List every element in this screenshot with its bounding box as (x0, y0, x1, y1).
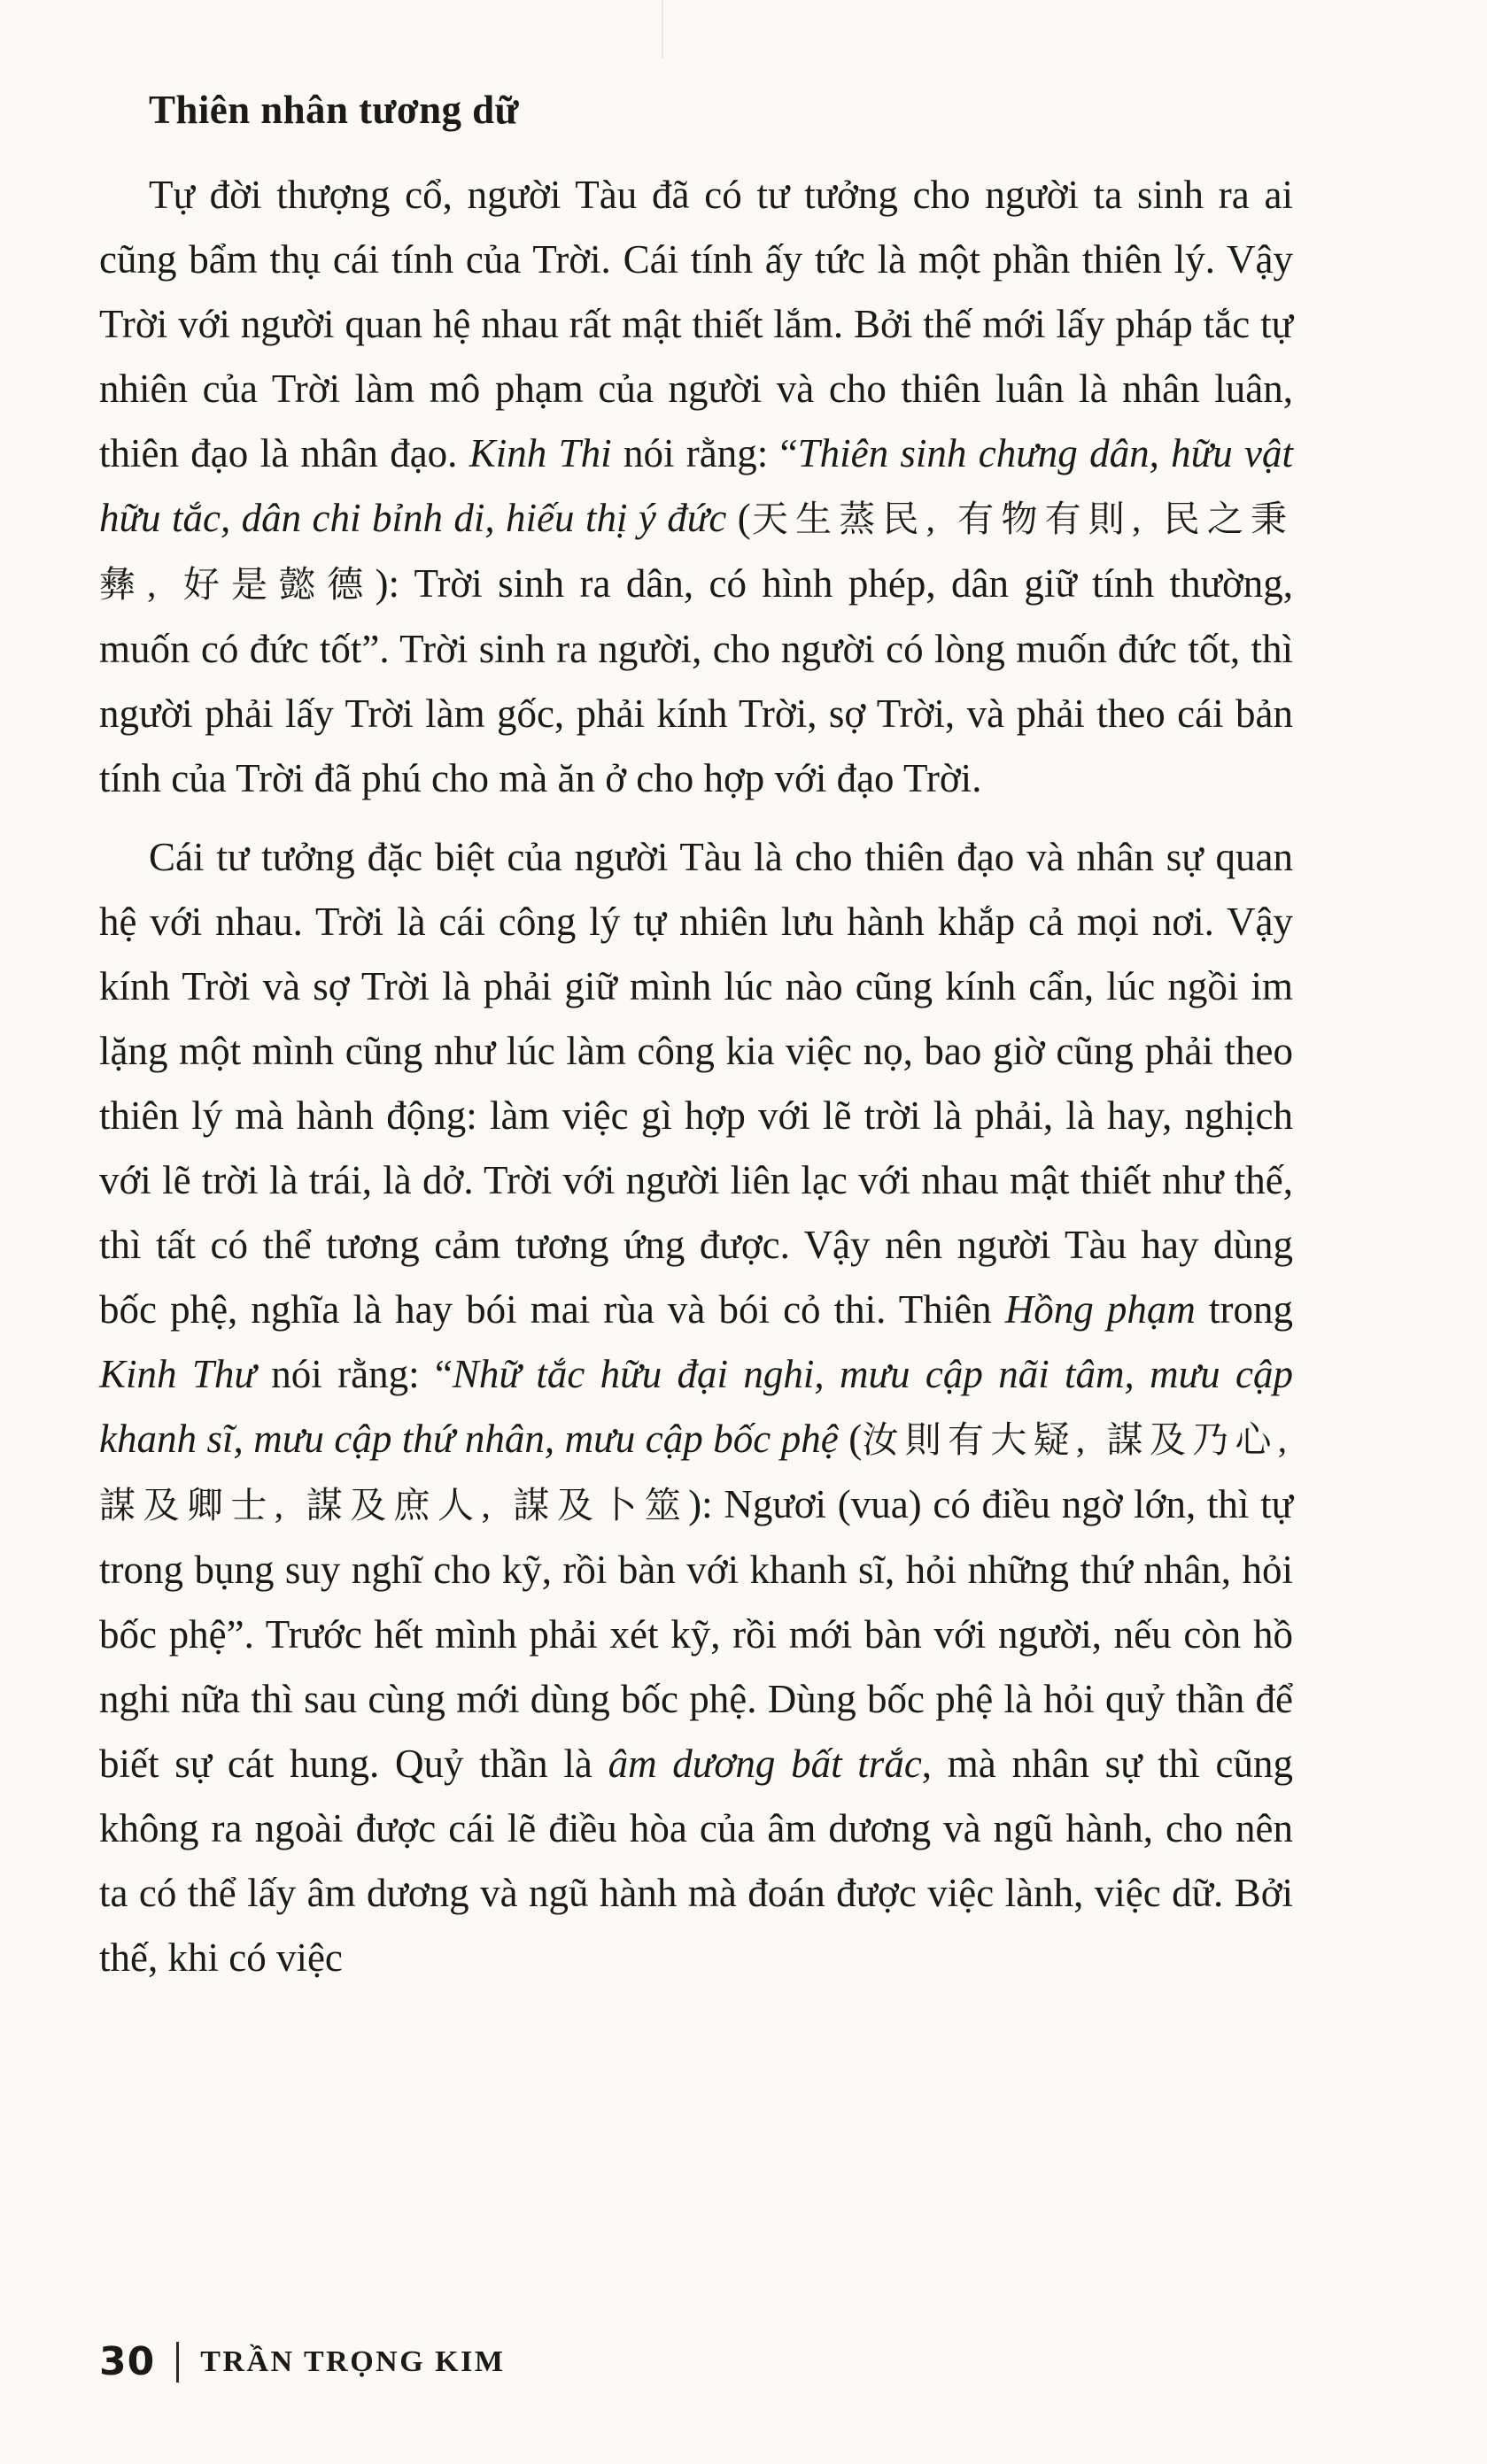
text-run: trong (1195, 1287, 1293, 1332)
text-run: Hồng phạm (1004, 1287, 1196, 1332)
section-heading: Thiên nhân tương dữ (149, 88, 519, 132)
text-run: âm dương bất trắc (608, 1742, 922, 1786)
text-run: Kinh Thi (469, 431, 612, 475)
page-footer (99, 2339, 505, 2384)
text-run: Cái tư tưởng đặc biệt của người Tàu là cho thiên đạo và nhân sự quan hệ với nhau. Trời là cái công lý tự nhiên lưu hành khắp cả mọi nơi. Vậy kính Trời và sợ Trời là phải giữ mình lúc nào cũng kính cẩn, lúc ngồi im lặng một mình cũng như lúc làm công kia việc nọ, bao giờ cũng phải theo thiên lý mà hành động: làm việc gì hợp với lẽ trời là phải, là hay, nghịch với lẽ trời là trái, là dở. Trời với người liên lạc với nhau mật thiết như thế, thì tất có thể tương cảm tương ứng được. Vậy nên người Tàu hay dùng bốc phệ, nghĩa là hay bói mai rùa và bói cỏ thi. Thiên (99, 835, 1293, 1332)
text-run: Thiên sinh chưng dân, hữu vật hữu tắc, dân chi bỉnh di, hiếu thị ý đức (99, 431, 1294, 540)
text-run: ): Trời sinh ra dân, có hình phép, dân giữ tính thường, muốn có đức tốt”. Trời sinh ra người, cho người có lòng muốn đức tốt, thì người phải lấy Trời làm gốc, phải kính Trời, sợ Trời, và phải theo cái bản tính của Trời đã phú cho mà ăn ở cho hợp với đạo Trời. (99, 561, 1294, 800)
text-run: 天生蒸民, 有物有則, 民之秉彝, 好是懿德 (99, 498, 1293, 605)
paragraph-1 (99, 163, 1293, 811)
text-run: , mà nhân sự thì cũng không ra ngoài được cái lẽ điều hòa của âm dương và ngũ hành, cho nên ta có thể lấy âm dương và ngũ hành mà đoán được việc lành, việc dữ. Bởi thế, khi có việc (99, 1742, 1293, 1980)
scan-crease (662, 0, 663, 58)
text-block (99, 87, 1293, 1990)
text-run: Nhữ tắc hữu đại nghi, mưu cập nãi tâm, mưu cập khanh sĩ, mưu cập thứ nhân, mưu cập bốc phệ (99, 1352, 1293, 1461)
footer-divider (176, 2342, 179, 2383)
text-run: Kinh Thư (99, 1352, 256, 1396)
text-run: nói rằng: “ (611, 431, 798, 475)
page-number: 30 (99, 2339, 156, 2384)
text-run: nói rằng: “ (255, 1352, 453, 1396)
text-run: 汝則有大疑, 謀及乃心, 謀及卿士, 謀及庶人, 謀及卜筮 (99, 1419, 1293, 1526)
text-run: ( (838, 1417, 863, 1461)
author-name: TRẦN TRỌNG KIM (200, 2344, 506, 2378)
text-run: ( (726, 496, 751, 540)
text-run: Tự đời thượng cổ, người Tàu đã có tư tưởng cho người ta sinh ra ai cũng bẩm thụ cái tính của Trời. Cái tính ấy tức là một phần thiên lý. Vậy Trời với người quan hệ nhau rất mật thiết lắm. Bởi thế mới lấy pháp tắc tự nhiên của Trời làm mô phạm của người và cho thiên luân là nhân luân, thiên đạo là nhân đạo. (99, 173, 1293, 475)
text-run: ): Ngươi (vua) có điều ngờ lớn, thì tự trong bụng suy nghĩ cho kỹ, rồi bàn với khanh sĩ, hỏi những thứ nhân, hỏi bốc phệ”. Trước hết mình phải xét kỹ, rồi mới bàn với người, nếu còn hồ nghi nữa thì sau cùng mới dùng bốc phệ. Dùng bốc phệ là hỏi quỷ thần để biết sự cát hung. Quỷ thần là (99, 1482, 1294, 1786)
paragraph-2 (99, 825, 1293, 1990)
